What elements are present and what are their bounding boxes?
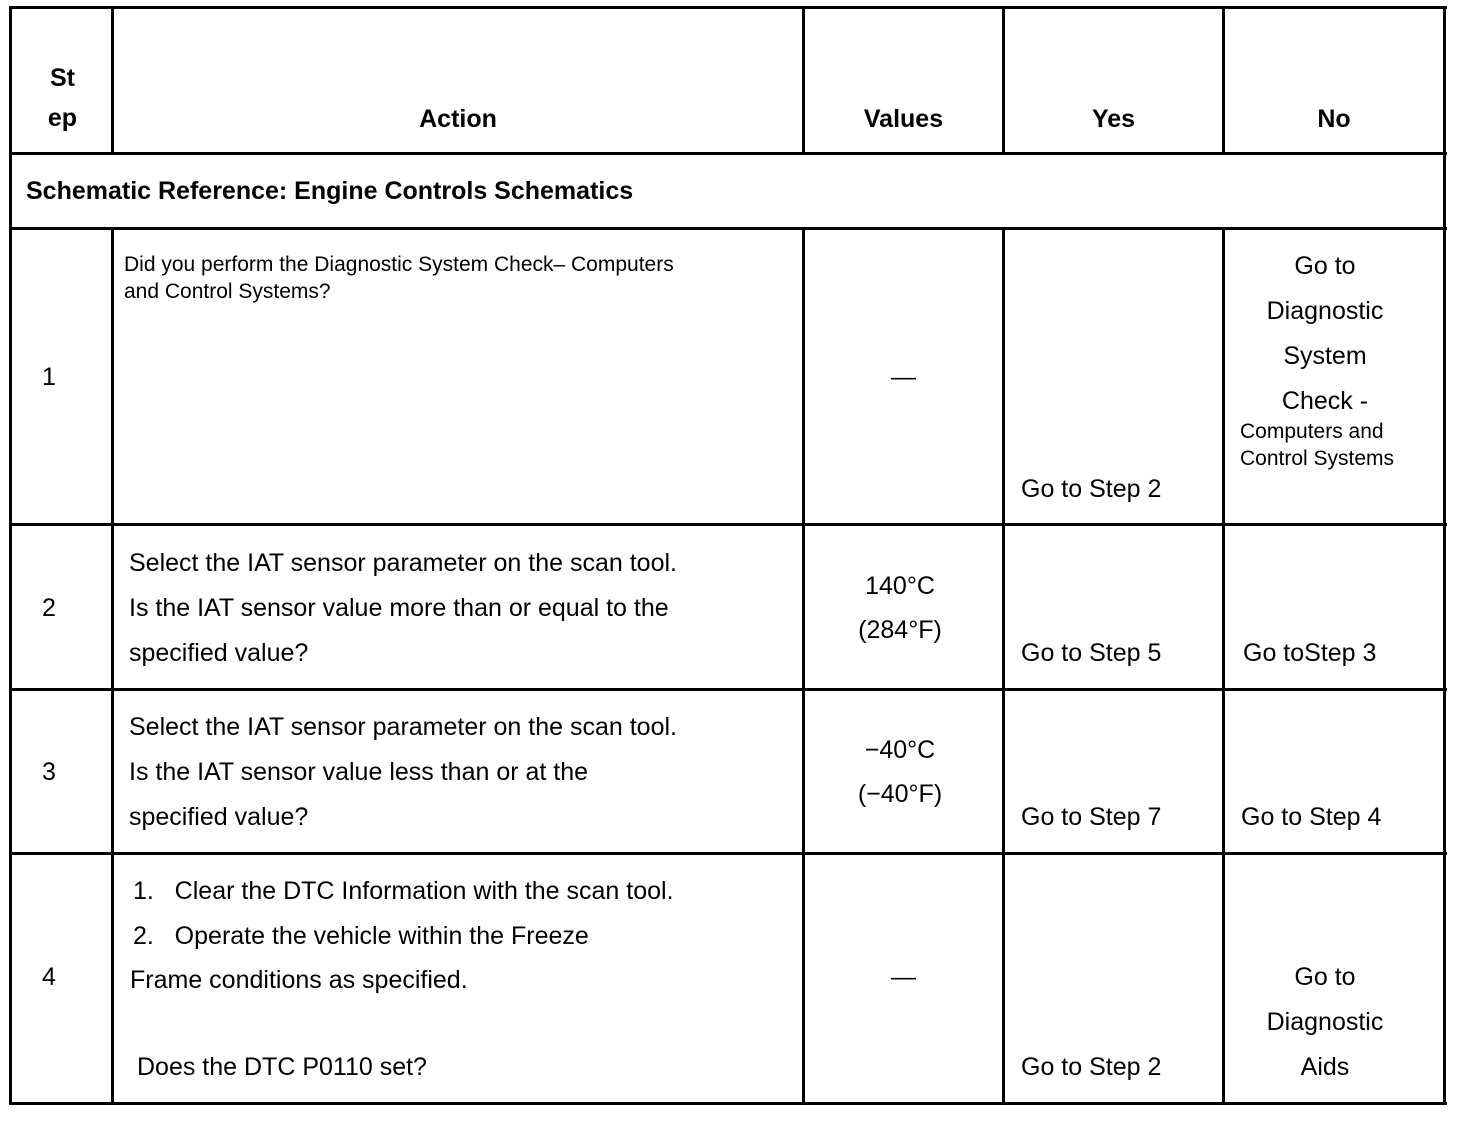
row4-value: — (891, 963, 916, 991)
header-step-line2: ep (47, 104, 78, 132)
row1-action-line: and Control Systems? (124, 280, 331, 303)
row4-step: 4 (42, 963, 56, 991)
row2-action-line: specified value? (129, 639, 309, 667)
table-border-top (9, 6, 1447, 9)
table-border-left (9, 6, 12, 1105)
row4-action-line: Frame conditions as specified. (130, 966, 468, 994)
row2-yes: Go to Step 5 (1021, 639, 1162, 667)
row3-no: Go to Step 4 (1241, 803, 1382, 831)
row4-no-line: Diagnostic (1266, 1008, 1384, 1036)
header-step (14, 58, 111, 138)
row3-value-line: (−40°F) (857, 780, 943, 808)
row3-divider (9, 852, 1447, 855)
row4-no-line: Aids (1300, 1053, 1350, 1081)
row4-action-line: 2. Operate the vehicle within the Freeze (133, 922, 589, 950)
row1-no-small-line: Computers and (1240, 420, 1384, 443)
header-action: Action (419, 105, 497, 133)
row1-value: — (891, 363, 916, 391)
row3-step: 3 (42, 758, 56, 786)
row3-action-line: Select the IAT sensor parameter on the scan tool. (129, 713, 677, 741)
col-divider-step (111, 227, 114, 1105)
row1-action-line: Did you perform the Diagnostic System Check– Computers (124, 253, 674, 276)
header-divider (9, 152, 1447, 155)
row1-no-line: Check - (1281, 387, 1369, 415)
row1-no-line: System (1283, 342, 1367, 370)
table-border-bottom (9, 1102, 1447, 1105)
row1-yes: Go to Step 2 (1021, 475, 1162, 503)
row4-action-line: 1. Clear the DTC Information with the scan tool. (133, 877, 674, 905)
row3-value (805, 728, 995, 816)
row2-no: Go toStep 3 (1243, 639, 1377, 667)
row1-no-small (1240, 418, 1394, 472)
row1-no-small-line: Control Systems (1240, 447, 1395, 470)
row3-action-line: specified value? (129, 803, 309, 831)
col-divider-values (1002, 227, 1005, 1105)
row2-action-line: Is the IAT sensor value more than or equal to the (129, 594, 669, 622)
row2-action (129, 541, 677, 676)
row3-action-line: Is the IAT sensor value less than or at the (129, 758, 589, 786)
row2-divider (9, 688, 1447, 691)
row1-no-line: Diagnostic (1266, 297, 1384, 325)
row4-yes: Go to Step 2 (1021, 1053, 1162, 1081)
row4-no-line: Go to (1294, 963, 1356, 991)
header-values: Values (863, 105, 944, 133)
row4-action-line: Does the DTC P0110 set? (137, 1053, 427, 1081)
row4-no (1225, 955, 1425, 1090)
schematic-divider (9, 227, 1447, 230)
table-border-right (1443, 6, 1446, 1105)
row1-divider (9, 523, 1447, 526)
row2-value-line: 140°C (865, 572, 935, 600)
row2-action-line: Select the IAT sensor parameter on the scan tool. (129, 549, 677, 577)
row3-action (129, 705, 677, 840)
row2-step: 2 (42, 594, 56, 622)
header-no: No (1317, 105, 1351, 133)
row1-step: 1 (42, 363, 56, 391)
row1-no (1225, 244, 1425, 424)
schematic-reference: Schematic Reference: Engine Controls Schematics (26, 177, 634, 205)
header-yes: Yes (1091, 105, 1136, 133)
row2-value (805, 564, 995, 652)
row1-no-line: Go to (1294, 252, 1356, 280)
header-step-line1: St (50, 64, 75, 92)
row1-action (124, 251, 674, 305)
row3-value-line: −40°C (864, 736, 936, 764)
row3-yes: Go to Step 7 (1021, 803, 1162, 831)
row2-value-line: (284°F) (858, 616, 942, 644)
